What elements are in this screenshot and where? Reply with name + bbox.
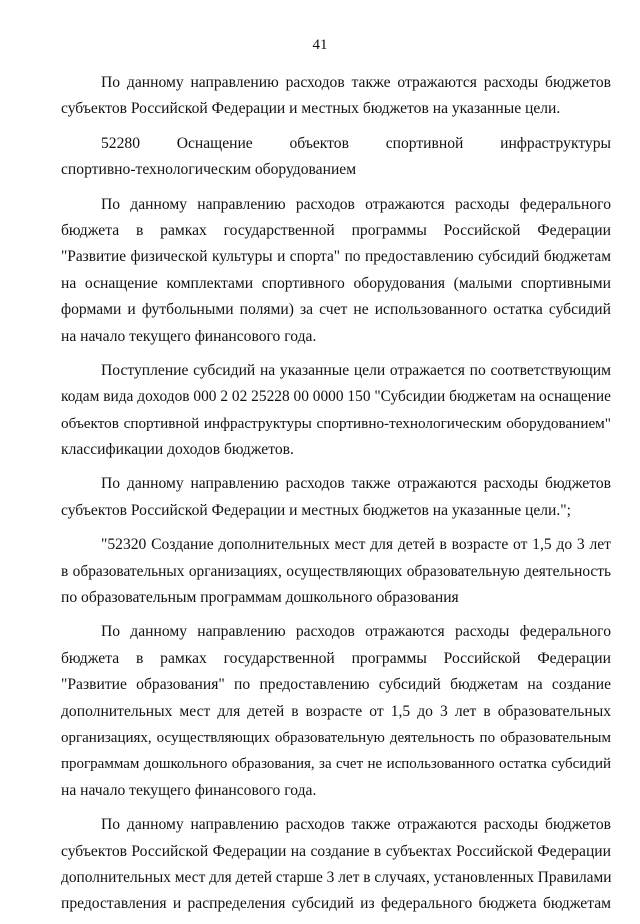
paragraph-6-line-3: по образовательным программам дошкольного образования bbox=[61, 589, 459, 607]
paragraph-1-line-2: субъектов Российской Федерации и местных бюджетов на указанные цели. bbox=[61, 100, 561, 118]
paragraph-3-line-4: на оснащение комплектами спортивного оборудования (малыми спортивными bbox=[61, 274, 611, 292]
paragraph-4-line-3: объектов спортивной инфраструктуры спортивно-технологическим оборудованием" bbox=[61, 414, 611, 432]
paragraph-2-line-2: спортивно-технологическим оборудованием bbox=[61, 161, 357, 179]
paragraph-7-line-6: программам дошкольного образования, за счет не использованного остатка субсидий bbox=[61, 756, 611, 773]
paragraph-4-line-2: кодам вида доходов 000 2 02 25228 00 0000 150 "Субсидии бюджетам на оснащение bbox=[61, 388, 611, 406]
paragraph-2-line-1: 52280 Оснащение объектов спортивной инфраструктуры bbox=[101, 134, 611, 152]
paragraph-8-line-2: субъектов Российской Федерации на создание в субъектах Российской Федерации bbox=[61, 842, 611, 860]
paragraph-7-line-2: бюджета в рамках государственной программы Российской Федерации bbox=[61, 649, 611, 667]
paragraph-7-line-7: на начало текущего финансового года. bbox=[61, 781, 317, 799]
paragraph-1-line-1: По данному направлению расходов также отражаются расходы бюджетов bbox=[101, 74, 611, 91]
paragraph-4-line-4: классификации доходов бюджетов. bbox=[61, 441, 294, 459]
paragraph-8-line-4: предоставления и распределения субсидий из федерального бюджета бюджетам bbox=[61, 895, 611, 913]
paragraph-7-line-1: По данному направлению расходов отражаются расходы федерального bbox=[101, 623, 611, 641]
paragraph-7-line-4: дополнительных мест для детей в возрасте от 1,5 до 3 лет в образовательных bbox=[61, 702, 611, 720]
page-number: 41 bbox=[312, 37, 328, 53]
paragraph-6-line-2: в образовательных организациях, осуществляющих образовательную деятельность bbox=[61, 562, 611, 580]
paragraph-3-line-6: на начало текущего финансового года. bbox=[61, 327, 317, 345]
body-text bbox=[61, 70, 611, 918]
paragraph-3-line-5: формами и футбольными полями) за счет не использованного остатка субсидий bbox=[61, 301, 611, 319]
paragraph-5-line-1: По данному направлению расходов также отражаются расходы бюджетов bbox=[101, 475, 611, 493]
paragraph-3-line-2: бюджета в рамках государственной программы Российской Федерации bbox=[61, 221, 611, 239]
paragraph-8-line-1: По данному направлению расходов также отражаются расходы бюджетов bbox=[101, 816, 611, 834]
paragraph-7-line-5: организациях, осуществляющих образовательную деятельность по образовательным bbox=[61, 729, 611, 746]
paragraph-8-line-3: дополнительных мест для детей старше 3 лет в случаях, установленных Правилами bbox=[61, 868, 612, 886]
paragraph-3-line-1: По данному направлению расходов отражаются расходы федерального bbox=[101, 195, 611, 213]
paragraph-3-line-3: "Развитие физической культуры и спорта" по предоставлению субсидий бюджетам bbox=[61, 248, 611, 266]
paragraph-7-line-3: "Развитие образования" по предоставлению субсидий бюджетам на создание bbox=[61, 676, 611, 694]
paragraph-5-line-2: субъектов Российской Федерации и местных бюджетов на указанные цели."; bbox=[61, 501, 572, 519]
paragraph-4-line-1: Поступление субсидий на указанные цели отражается по соответствующим bbox=[101, 361, 611, 379]
paragraph-6-line-1: "52320 Создание дополнительных мест для детей в возрасте от 1,5 до 3 лет bbox=[101, 536, 611, 554]
